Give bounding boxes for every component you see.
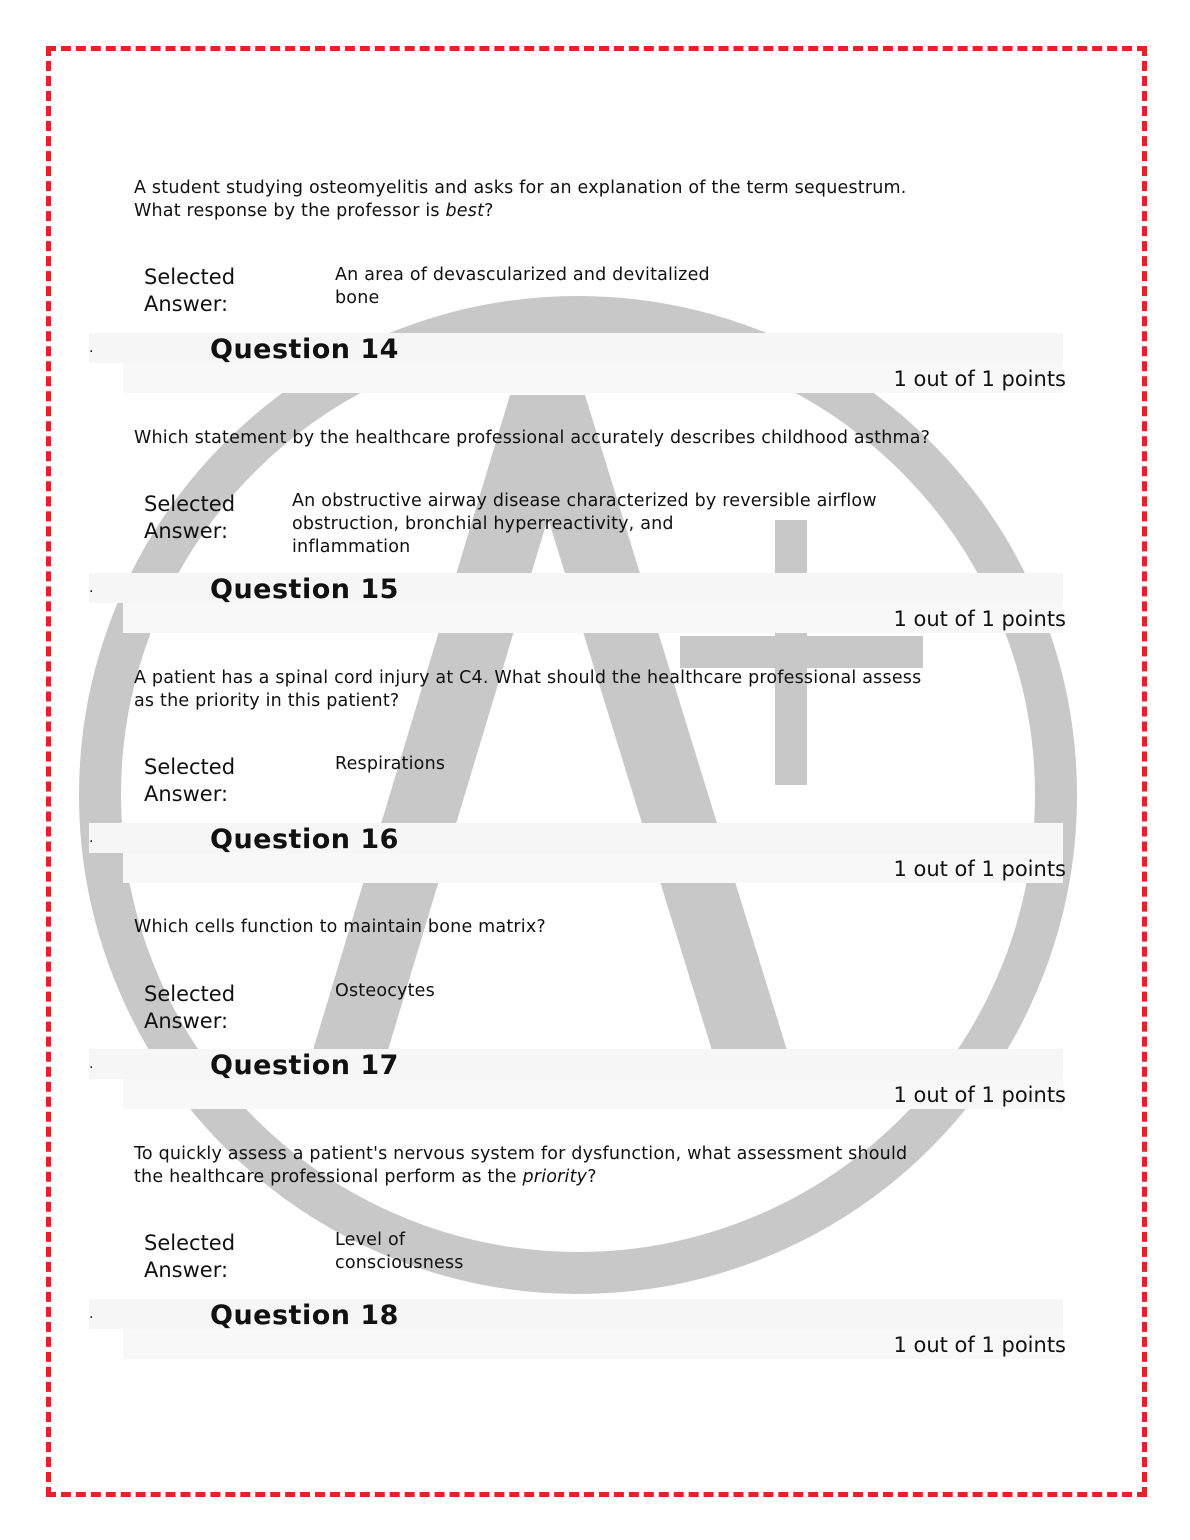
question-line: To quickly assess a patient's nervous system for dysfunction, what assessment should xyxy=(134,1144,908,1164)
selected-answer-value: Level of consciousness xyxy=(335,1230,464,1273)
selected-answer-label: Selected Answer: xyxy=(144,265,236,316)
bullet: · xyxy=(89,344,94,360)
question-title: Question 18 xyxy=(210,1300,399,1331)
question-line: as the priority in this patient? xyxy=(134,691,400,711)
question-line: What response by the professor is best? xyxy=(134,201,494,221)
selected-answer-value: Respirations xyxy=(335,754,446,774)
bullet: · xyxy=(89,834,94,850)
question-17-header xyxy=(89,1049,1066,1109)
question-points: 1 out of 1 points xyxy=(893,1083,1066,1107)
question-16-header xyxy=(89,823,1066,883)
question-15-text xyxy=(134,667,1004,713)
question-line: A patient has a spinal cord injury at C4. What should the healthcare professional assess xyxy=(134,668,922,688)
selected-answer-value: Osteocytes xyxy=(335,981,435,1001)
question-points: 1 out of 1 points xyxy=(893,607,1066,631)
question-15-header xyxy=(89,573,1066,633)
question-points: 1 out of 1 points xyxy=(893,367,1066,391)
bullet: · xyxy=(89,584,94,600)
question-13-text xyxy=(134,177,1004,223)
bullet: · xyxy=(89,1060,94,1076)
question-14-text xyxy=(134,427,1004,450)
question-title: Question 14 xyxy=(210,334,399,365)
selected-answer-label: Selected Answer: xyxy=(144,755,236,806)
selected-answer-label: Selected Answer: xyxy=(144,1231,236,1282)
question-line: Which statement by the healthcare professional accurately describes childhood asthma? xyxy=(134,428,931,448)
question-title: Question 16 xyxy=(210,824,399,855)
selected-answer-value: An area of devascularized and devitalized bone xyxy=(335,265,710,308)
question-16-text xyxy=(134,916,1004,939)
question-14-header xyxy=(89,333,1066,393)
question-title: Question 17 xyxy=(210,1050,399,1081)
question-title: Question 15 xyxy=(210,574,399,605)
question-points: 1 out of 1 points xyxy=(893,857,1066,881)
question-line: the healthcare professional perform as the priority? xyxy=(134,1167,597,1187)
selected-answer-value: An obstructive airway disease characterized by reversible airflow obstruction, bronchial hyperreactivity, and inflammation xyxy=(292,491,877,557)
question-17-text xyxy=(134,1143,1004,1189)
question-18-header xyxy=(89,1299,1066,1359)
selected-answer-label: Selected Answer: xyxy=(144,982,236,1033)
bullet: · xyxy=(89,1310,94,1326)
question-line: A student studying osteomyelitis and asks for an explanation of the term sequestrum. xyxy=(134,178,907,198)
question-points: 1 out of 1 points xyxy=(893,1333,1066,1357)
selected-answer-label: Selected Answer: xyxy=(144,492,236,543)
question-line: Which cells function to maintain bone matrix? xyxy=(134,917,546,937)
